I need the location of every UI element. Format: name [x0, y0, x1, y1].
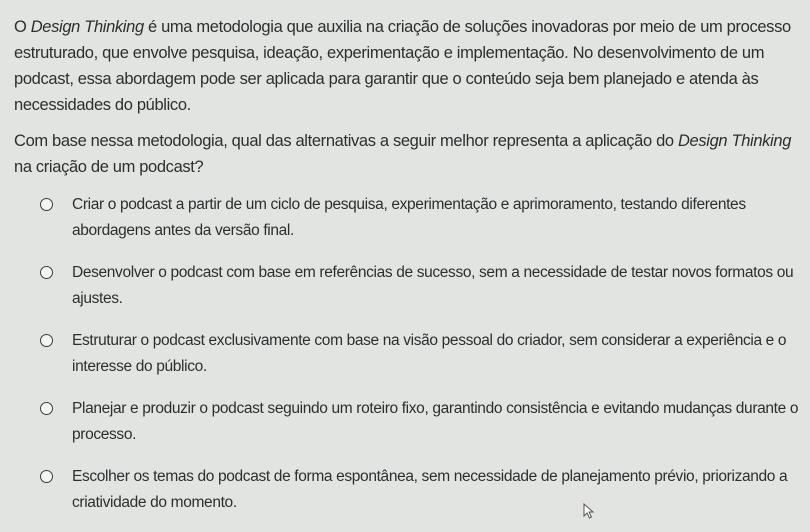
answer-option-label: Criar o podcast a partir de um ciclo de pesquisa, experimentação e aprimoramento, testando diferentes abordagens antes da versão final. — [72, 196, 746, 239]
answer-option-3[interactable] — [40, 328, 800, 380]
question-paragraph-2 — [14, 128, 796, 180]
question-p2-text-end: na criação de um podcast? — [14, 158, 204, 176]
question-p2-text-start: Com base nessa metodologia, qual das alternativas a seguir melhor representa a aplicação do — [14, 132, 678, 150]
mouse-pointer-icon — [582, 503, 596, 519]
radio-button-icon[interactable] — [40, 470, 53, 483]
question-p1-text-start: O — [14, 18, 31, 36]
question-p1-emphasis: Design Thinking — [30, 18, 144, 36]
radio-button-icon[interactable] — [40, 198, 53, 211]
answer-option-4[interactable] — [40, 396, 800, 448]
answer-option-label: Escolher os temas do podcast de forma espontânea, sem necessidade de planejamento prévio, priorizando a criatividade do momento. — [72, 468, 788, 511]
answer-option-label: Planejar e produzir o podcast seguindo um roteiro fixo, garantindo consistência e evitando mudanças durante o processo. — [72, 400, 799, 443]
answer-option-label: Estruturar o podcast exclusivamente com base na visão pessoal do criador, sem considerar a experiência e o interesse do público. — [72, 332, 787, 375]
answer-option-2[interactable] — [40, 260, 800, 312]
radio-button-icon[interactable] — [40, 402, 53, 415]
radio-button-icon[interactable] — [40, 334, 53, 347]
radio-button-icon[interactable] — [40, 266, 53, 279]
question-p2-emphasis: Design Thinking — [677, 132, 792, 150]
answer-options — [40, 192, 800, 532]
answer-option-1[interactable] — [40, 192, 800, 244]
question-paragraph-1 — [14, 14, 796, 118]
question-p1-text-end: é uma metodologia que auxilia na criação de soluções inovadoras por meio de um processo estruturado, que envolve pesquisa, ideação, experimentação e implementação. No desenvolvimento de um podcast, essa abordagem pode ser aplicada para garantir que o conteúdo seja bem planejado e atenda às necessidades do público. — [14, 18, 791, 114]
question-stem — [14, 14, 796, 190]
answer-option-label: Desenvolver o podcast com base em referências de sucesso, sem a necessidade de testar novos formatos ou ajustes. — [72, 264, 794, 307]
answer-option-5[interactable] — [40, 464, 800, 516]
